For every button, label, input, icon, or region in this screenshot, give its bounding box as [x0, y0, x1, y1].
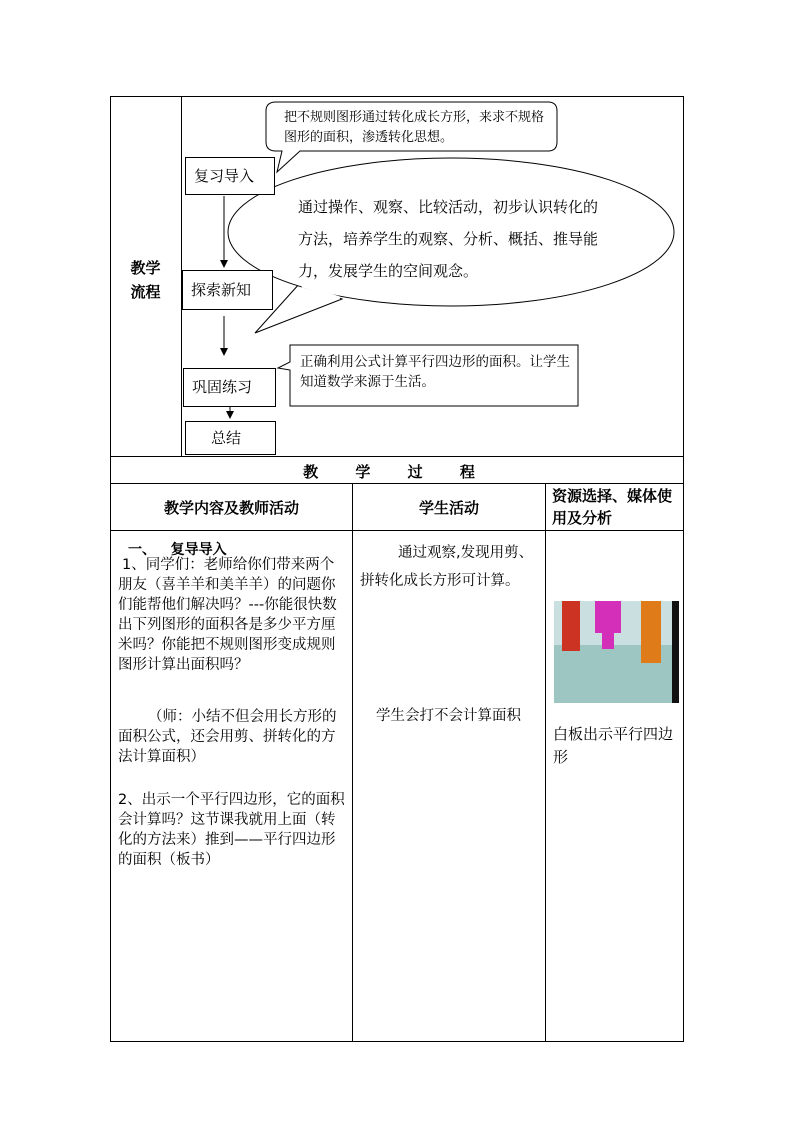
arrow1-head [220, 260, 228, 268]
col2-paragraph-2: 学生会打不会计算面积 [376, 708, 521, 724]
arrow3-head [226, 411, 234, 419]
whiteboard-image [554, 601, 679, 703]
step-explore-label: 探索新知 [191, 281, 252, 299]
step-summary [185, 421, 276, 455]
col1-heading: 一、 复导导入 [128, 542, 227, 558]
step-practice [183, 368, 276, 407]
header-row-bottom [110, 530, 684, 531]
col-divider-2 [545, 483, 546, 1042]
side-label-line1: 教学 [130, 259, 161, 277]
red-bar [562, 601, 580, 651]
col1-paragraph-1: 1、同学们：老师给你们带来两个朋友（喜羊羊和美羊羊）的问题你们能帮他们解决吗？---你能很快数出下列图形的面积各是多少平方厘米吗？你能把不规则图形变成规则图形计算出面积吗？ [118, 557, 337, 673]
step-review-intro-label: 复习导入 [194, 167, 255, 185]
black-edge [672, 601, 679, 703]
arrow2-head [220, 348, 228, 356]
callout3-text: 正确利用公式计算平行四边形的面积。让学生知道数学来源于生活。 [300, 354, 570, 390]
col3-caption: 白板出示平行四边形 [553, 725, 674, 766]
table-border-bottom [110, 1041, 684, 1042]
col1-header: 教学内容及教师活动 [163, 499, 299, 517]
col2-header: 学生活动 [418, 499, 479, 517]
col1-paragraph-2: （师：小结不但会用长方形的面积公式，还会用剪、拼转化的方法计算面积） [118, 709, 337, 765]
step-practice-label: 巩固练习 [192, 378, 253, 396]
title-row-bottom [110, 483, 684, 484]
callout2-text: 通过操作、观察、比较活动，初步认识转化的方法，培养学生的观察、分析、概括、推导能力，发展学生的空间观念。 [298, 198, 599, 280]
magenta-tip [602, 633, 614, 649]
magenta-bar [595, 601, 621, 633]
col3-header: 资源选择、媒体使用及分析 [552, 487, 673, 527]
orange-bar [641, 601, 661, 663]
step-explore [182, 270, 273, 310]
col2-paragraph-1: 通过观察,发现用剪、拼转化成长方形可计算。 [360, 545, 534, 589]
callout1-text: 把不规则图形通过转化成长方形，来求不规格图形的面积，渗透转化思想。 [284, 110, 545, 145]
side-label-line2: 流程 [130, 283, 161, 301]
col-divider-1 [352, 483, 353, 1042]
step-review-intro [185, 157, 275, 195]
col1-paragraph-3: 2、出示一个平行四边形，它的面积会计算吗？这节课我就用上面（转化的方法来）推到——平行四边形的面积（板书） [118, 792, 345, 868]
process-title: 教 学 过 程 [303, 463, 491, 481]
step-summary-label: 总结 [211, 429, 242, 447]
